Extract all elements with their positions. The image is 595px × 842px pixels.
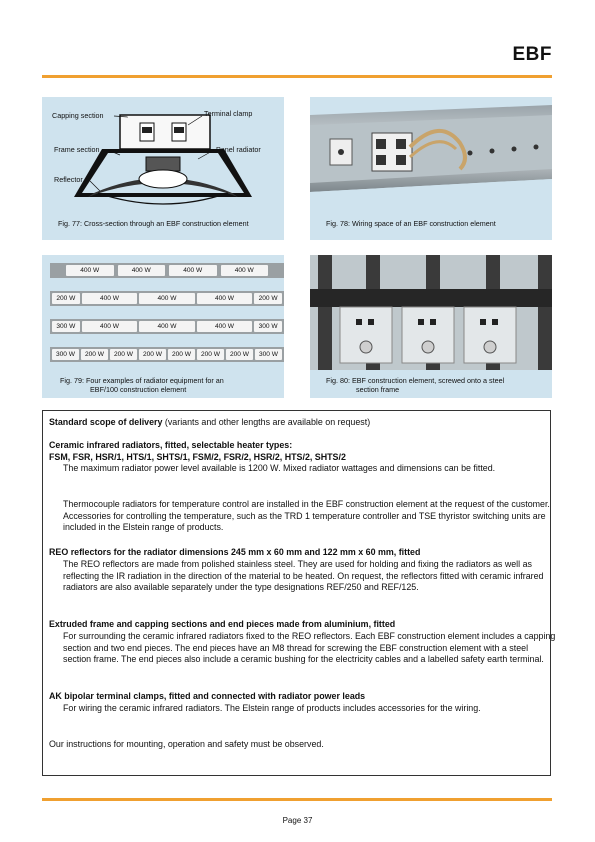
wattage-cell: 400 W [82,321,138,332]
s2-title: REO reflectors for the radiator dimensions 245 mm x 60 mm and 122 mm x 60 mm, fitted [49,547,421,557]
wattage-cell: 400 W [169,265,217,276]
fig80-construction-photo [310,255,552,370]
page-title: EBF [512,44,552,65]
fig77-panel [42,97,284,240]
page-number: Page 37 [282,816,313,825]
wattage-cell: 300 W [255,349,282,360]
footer-rule [42,798,552,801]
wattage-cell: 200 W [81,349,108,360]
wattage-cell: 200 W [52,293,80,304]
wattage-cell: 400 W [82,293,138,304]
radiator-row-2 [50,291,284,306]
wattage-cell: 400 W [118,265,166,276]
s1-title-line2: FSM, FSR, HSR/1, HTS/1, SHTS/1, FSM/2, FSR/2, HSR/2, HTS/2, SHTS/2 [49,452,346,462]
s4-title: AK bipolar terminal clamps, fitted and connected with radiator power leads [49,691,366,701]
fig79-caption-line1: Fig. 79: Four examples of radiator equipment for an [60,376,224,385]
fig80-panel [310,255,552,398]
s3-title: Extruded frame and capping sections and end pieces made from aluminium, fitted [49,619,396,629]
fig80-caption-line2: section frame [356,384,400,394]
label-panel-radiator: Panel radiator [216,145,261,154]
s3-paragraph: For surrounding the ceramic infrared radiators fixed to the REO reflectors. Each EBF construction element includes a capping section and two end pieces. The end pieces have an M8 thread for screwing the EBF construction element with a steel section frame. The end pieces also include a ceramic bushing for the electricity cables and a labelled safety earth terminal. [63,631,556,665]
fig80-caption [326,377,504,394]
fig79-caption [60,377,224,394]
label-frame-section: Frame section [54,145,100,154]
wattage-cell: 300 W [52,349,79,360]
radiator-row-1 [50,263,284,278]
s1-paragraph-1: The maximum radiator power level available is 1200 W. Mixed radiator wattages and dimensions can be fitted. [63,463,496,473]
scope-of-delivery-box [42,410,556,776]
fig77-caption: Fig. 77: Cross-section through an EBF construction element [58,219,249,228]
wattage-cell: 200 W [168,349,195,360]
wattage-cell: 200 W [197,349,224,360]
wattage-cell: 200 W [254,293,282,304]
s1-title-line1: Ceramic infrared radiators, fitted, selectable heater types: [49,440,293,450]
wattage-cell: 400 W [139,293,195,304]
s4-paragraph: For wiring the ceramic infrared radiators. The Elstein range of products includes accessories for the wiring. [63,703,481,713]
label-reflector: Reflector [54,175,83,184]
s2-paragraph: The REO reflectors are made from polished stainless steel. They are used for holding and fixing the radiators as well as reflecting the IR radiation in the direction of the material to be heated. On request, the reflectors fitted with ceramic infrared radiators are also available separately under the type designations REF/250 and REF/125. [63,559,544,593]
fig80-caption-line1: Fig. 80: EBF construction element, screwed onto a steel [326,376,505,385]
safety-note: Our instructions for mounting, operation and safety must be observed. [49,739,324,749]
s1-paragraph-2: Thermocouple radiators for temperature control are installed in the EBF construction element at the request of the customer. Accessories for controlling the temperature, such as the TRD 1 temperature controller and TSE thyristor switching units are included in the Elstein range of products. [63,499,550,533]
scope-heading-bold: Standard scope of delivery [49,417,163,427]
wattage-cell: 400 W [221,265,269,276]
label-terminal-clamp: Terminal clamp [204,109,253,118]
radiator-row-4 [50,347,284,362]
wattage-cell: 400 W [197,293,253,304]
scope-heading-rest: (variants and other lengths are available on request) [162,417,371,427]
wattage-cell: 200 W [226,349,253,360]
wattage-cell: 400 W [197,321,253,332]
wattage-cell: 400 W [139,321,195,332]
wattage-cell: 300 W [254,321,282,332]
wattage-cell: 400 W [66,265,114,276]
scope-heading [49,417,544,429]
radiator-row-3 [50,319,284,334]
wattage-cell: 300 W [52,321,80,332]
fig78-caption: Fig. 78: Wiring space of an EBF construction element [326,219,496,228]
fig78-panel [310,97,552,240]
wattage-cell: 200 W [110,349,137,360]
label-capping-section: Capping section [52,111,104,120]
header-rule [42,75,552,78]
wattage-cell: 200 W [139,349,166,360]
fig79-caption-line2: EBF/100 construction element [90,384,187,394]
